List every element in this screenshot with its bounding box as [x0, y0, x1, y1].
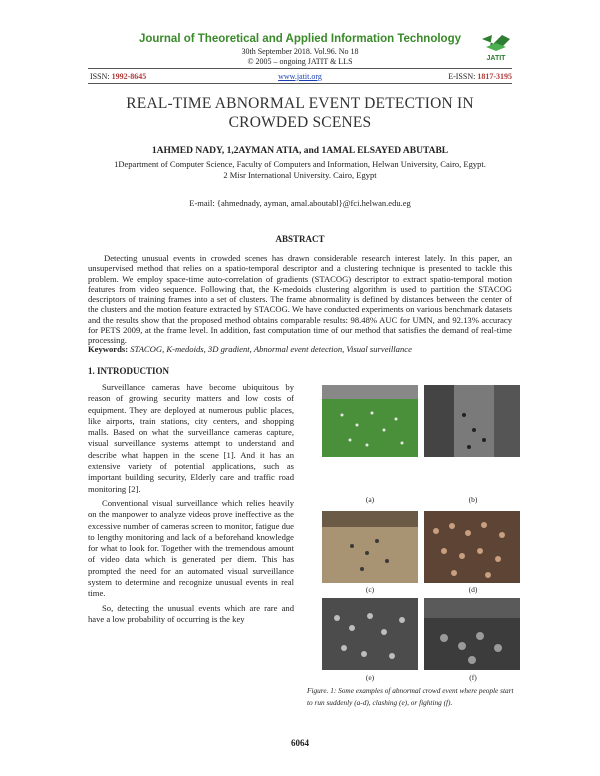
figure-label-c: (c): [365, 585, 375, 594]
figure-panel-e: [322, 598, 418, 670]
figure-panel-b: [424, 385, 520, 457]
abstract-heading: ABSTRACT: [275, 234, 325, 244]
figure-caption: Figure. 1: Some examples of abnormal crowd event where people start to run suddenly (a-d), clashing (e), or fighting (f).: [307, 686, 514, 707]
section-heading: 1. INTRODUCTION: [88, 366, 170, 376]
figure-label-a: (a): [365, 495, 375, 504]
issue-line: 30th September 2018. Vol.96. No 18: [241, 47, 359, 56]
header-rule-top: [88, 68, 512, 69]
intro-column: [88, 382, 294, 628]
figure-label-e: (e): [365, 673, 375, 682]
figure-panel-a: [322, 385, 418, 457]
page-number: 6064: [291, 738, 309, 748]
figure-label-d: (d): [468, 585, 478, 594]
paper-title: REAL-TIME ABNORMAL EVENT DETECTION IN CROWDED SCENES: [126, 95, 474, 131]
svg-text:JATIT: JATIT: [486, 55, 506, 62]
figure-panel-f: [424, 598, 520, 670]
issn: ISSN: 1992-8645: [90, 72, 147, 81]
jatit-logo: [478, 33, 514, 63]
figure-panel-d: [424, 511, 520, 583]
header-rule-bottom: [88, 83, 512, 84]
intro-paragraph-3: So, detecting the unusual events which are rare and have a low probability of occurring is the key: [88, 602, 294, 624]
journal-title: Journal of Theoretical and Applied Information Technology: [138, 33, 462, 45]
copyright-line: © 2005 – ongoing JATIT & LLS: [247, 57, 353, 66]
email: E-mail: {ahmednady, ayman, amal.aboutabl}@fci.helwan.edu.eg: [189, 198, 411, 208]
eissn: E-ISSN: 1817-3195: [448, 72, 512, 81]
website-link[interactable]: www.jatit.org: [278, 72, 322, 81]
intro-paragraph-2: Conventional visual surveillance which relies heavily on the manpower to analyze videos prove ineffective as the excessive number of cameras screen to monitor, fatigue due to lengthy monitoring and lack of a beforehand knowledge for what to look for. Together with the tremendous amount of video data which is generated per diem. This has prompted the need for an automated visual surveillance system to determine and recognize unusual events in real time.: [88, 497, 294, 599]
keywords: Keywords: STACOG, K-medoids, 3D gradient, Abnormal event detection, Visual surveillance: [88, 344, 412, 354]
figure-label-f: (f): [469, 673, 477, 682]
abstract-body: Detecting unusual events in crowded scenes has drawn considerable research interest lately. In this paper, an unsupervised method that relies on a spatio-temporal descriptor and a clustering technique is presented to tackle this problem. We employ space-time auto-correlation of gradients (STACOG) descriptor to extract spatio-temporal motion features from video sequence. Following that, the K-medoids clustering algorithm is used to partition the STACOG descriptors of training frames into a set of clusters. The frame abnormality is defined by distances between the center of the clusters and the motion feature extracted by STACOG. We have conducted experiments on various benchmark datasets and the results show that the proposed method obtains comparable results: 98.48% AUC for UMN, and 92.13% accuracy for PETS 2009, at the frame level. In addition, fast computation time of our method that satisfies the demand of real-time processing.: [88, 253, 512, 346]
figure-label-b: (b): [468, 495, 478, 504]
figure-panel-c: [322, 511, 418, 583]
affiliations: 1Department of Computer Science, Faculty of Computers and Information, Helwan University, Cairo, Egypt. 2 Misr International University. Cairo, Egypt: [114, 159, 486, 180]
authors: 1AHMED NADY, 1,2AYMAN ATIA, and 1AMAL ELSAYED ABUTABL: [151, 146, 449, 156]
intro-paragraph-1: Surveillance cameras have become ubiquitous by reason of growing security matters and low costs of equipment. They are deployed at numerous public places, like airports, train stations, city centers, and shopping malls. Based on what the surveillance cameras capture, visual surveillance systems attempt to understand and describe what happen in the scene [1]. And it has an extensive variety of potential applications, such as important building security, Elderly care and traffic road monitoring [2].: [88, 382, 294, 494]
